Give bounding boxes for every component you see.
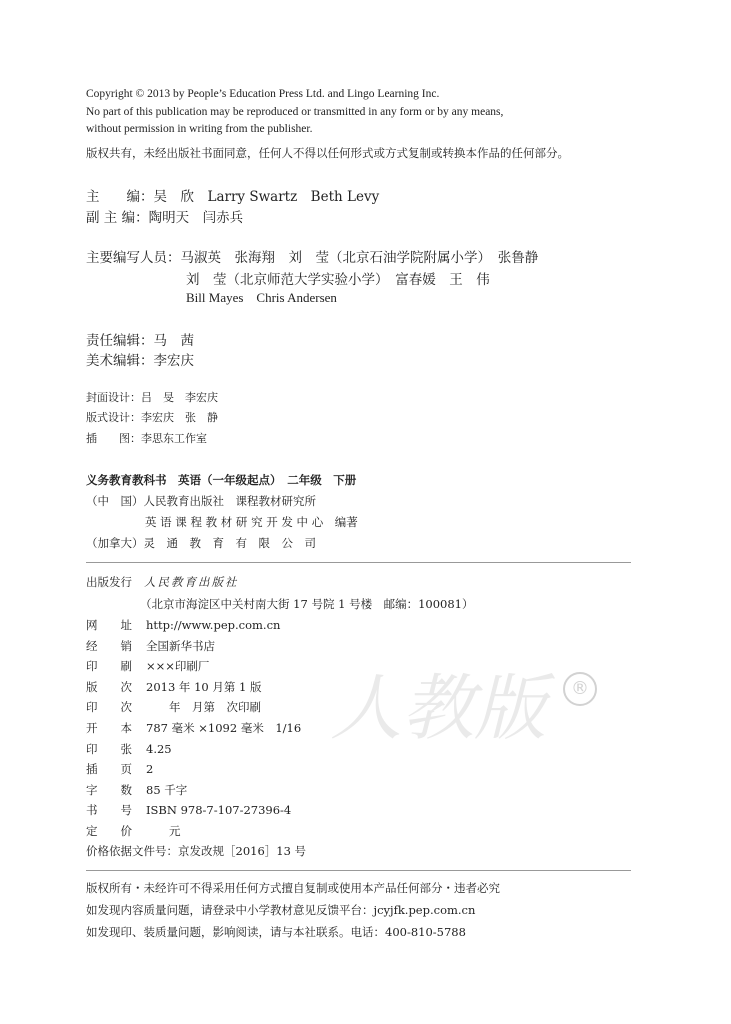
- footer-line-1: 版权所有・未经许可不得采用任何方式擅自复制或使用本产品任何部分・违者必究: [86, 881, 500, 895]
- publisher-china-label: （中 国）: [86, 494, 144, 508]
- chief-editor-row: [86, 185, 379, 205]
- responsible-editor-row: [86, 329, 194, 349]
- book-title: 义务教育教科书 英语（一年级起点） 二年级 下册: [86, 473, 357, 487]
- main-writers-line-3: Bill Mayes Chris Andersen: [186, 290, 337, 305]
- publication-row: [86, 761, 153, 777]
- deputy-editor-row: [86, 206, 243, 226]
- illustration-label: 插 图：: [86, 432, 141, 445]
- publication-row: [86, 638, 215, 654]
- publication-row-label: 书 号: [86, 803, 132, 817]
- deputy-editor-value: 陶明天 闫赤兵: [148, 210, 244, 226]
- publication-row-value: 85 千字: [146, 783, 188, 797]
- publication-row-value: http://www.pep.com.cn: [146, 618, 281, 632]
- publication-row: [86, 658, 209, 674]
- publication-row-label: 印 次: [86, 700, 132, 714]
- main-writers-line-2: 刘 莹（北京师范大学实验小学） 富春媛 王 伟: [186, 272, 490, 288]
- publication-row: [86, 679, 262, 695]
- publication-row-value: 4.25: [146, 742, 172, 756]
- publication-row-value: ISBN 978-7-107-27396-4: [146, 803, 292, 817]
- publisher-canada-label: （加拿大）: [86, 536, 144, 550]
- copyright-line-1: Copyright © 2013 by People’s Education Press Ltd. and Lingo Learning Inc.: [86, 88, 440, 100]
- copyright-cn: 版权共有，未经出版社书面同意，任何人不得以任何形式或方式复制或转换本作品的任何部分。: [86, 146, 569, 160]
- publication-row-label: 开 本: [86, 721, 132, 735]
- publication-row-value: 年 月第 次印刷: [146, 700, 261, 714]
- main-writers-line-1: 马淑英 张海翔 刘 莹（北京石油学院附属小学） 张鲁静: [180, 250, 539, 266]
- illustration-row: [86, 430, 207, 446]
- publication-row: [86, 782, 187, 798]
- cover-design-label: 封面设计：: [86, 391, 141, 404]
- layout-design-label: 版式设计：: [86, 411, 141, 424]
- publication-row-label: 印 刷: [86, 659, 132, 673]
- copyright-line-3: without permission in writing from the publisher.: [86, 123, 313, 135]
- publication-row: [86, 823, 181, 839]
- publication-row-label: 定 价: [86, 824, 132, 838]
- publisher-canada-value: 灵 通 教 育 有 限 公 司: [143, 536, 316, 550]
- divider-bottom: [86, 870, 631, 871]
- publication-row-label: 插 页: [86, 762, 132, 776]
- responsible-editor-value: 马 茜: [153, 333, 194, 349]
- publication-row: [86, 617, 280, 633]
- registered-mark: ®: [563, 672, 597, 706]
- layout-design-row: [86, 409, 218, 425]
- deputy-editor-label: 副 主 编：: [86, 210, 149, 226]
- publisher-china-row: [86, 493, 316, 509]
- publication-row: [86, 741, 172, 757]
- illustration-value: 李思东工作室: [141, 432, 207, 445]
- publication-row: [86, 699, 261, 715]
- publisher-canada-row: [86, 535, 316, 551]
- issuer-address: （北京市海淀区中关村南大街 17 号院 1 号楼 邮编：100081）: [140, 597, 474, 611]
- publication-row-value: 2013 年 10 月第 1 版: [146, 680, 262, 694]
- issuer-row: [86, 574, 239, 590]
- main-writers-row: [86, 246, 538, 266]
- art-editor-row: [86, 349, 194, 369]
- layout-design-value: 李宏庆 张 静: [141, 411, 218, 424]
- copyright-line-2: No part of this publication may be reproduced or transmitted in any form or by any means,: [86, 106, 504, 118]
- publisher-china-line-2: 英 语 课 程 教 材 研 究 开 发 中 心 编著: [145, 515, 358, 529]
- footer-line-3: 如发现印、装质量问题，影响阅读，请与本社联系。电话：400-810-5788: [86, 925, 466, 939]
- publication-row-value: 2: [146, 762, 154, 776]
- issuer-logo: 人民教育出版社: [144, 575, 239, 589]
- publication-row-value: 全国新华书店: [146, 639, 215, 653]
- divider-top: [86, 562, 631, 563]
- issuer-label: 出版发行: [86, 575, 132, 589]
- publication-row-label: 印 张: [86, 742, 132, 756]
- chief-editor-label: 主 编：: [86, 189, 154, 205]
- publication-row-label: 字 数: [86, 783, 132, 797]
- price-basis: 价格依据文件号：京发改规［2016］13 号: [86, 844, 307, 858]
- publication-row-label: 经 销: [86, 639, 132, 653]
- main-writers-label: 主要编写人员：: [86, 250, 181, 266]
- publication-row-value: ×××印刷厂: [146, 659, 210, 673]
- chief-editor-value: 吴 欣 Larry Swartz Beth Levy: [153, 189, 380, 205]
- publication-row-label: 版 次: [86, 680, 132, 694]
- art-editor-label: 美术编辑：: [86, 353, 154, 369]
- publication-row: [86, 802, 291, 818]
- footer-line-2: 如发现内容质量问题，请登录中小学教材意见反馈平台：jcyjfk.pep.com.cn: [86, 903, 476, 917]
- art-editor-value: 李宏庆: [153, 353, 194, 369]
- cover-design-value: 吕 旻 李宏庆: [141, 391, 218, 404]
- cover-design-row: [86, 389, 218, 405]
- publication-row-value: 787 毫米 ×1092 毫米 1/16: [146, 721, 302, 735]
- publication-row-value: 元: [146, 824, 181, 838]
- responsible-editor-label: 责任编辑：: [86, 333, 154, 349]
- publisher-china-value: 人民教育出版社 课程教材研究所: [143, 494, 316, 508]
- publication-row: [86, 720, 301, 736]
- watermark-logo: 人教版: [330, 666, 547, 750]
- publication-row-label: 网 址: [86, 618, 132, 632]
